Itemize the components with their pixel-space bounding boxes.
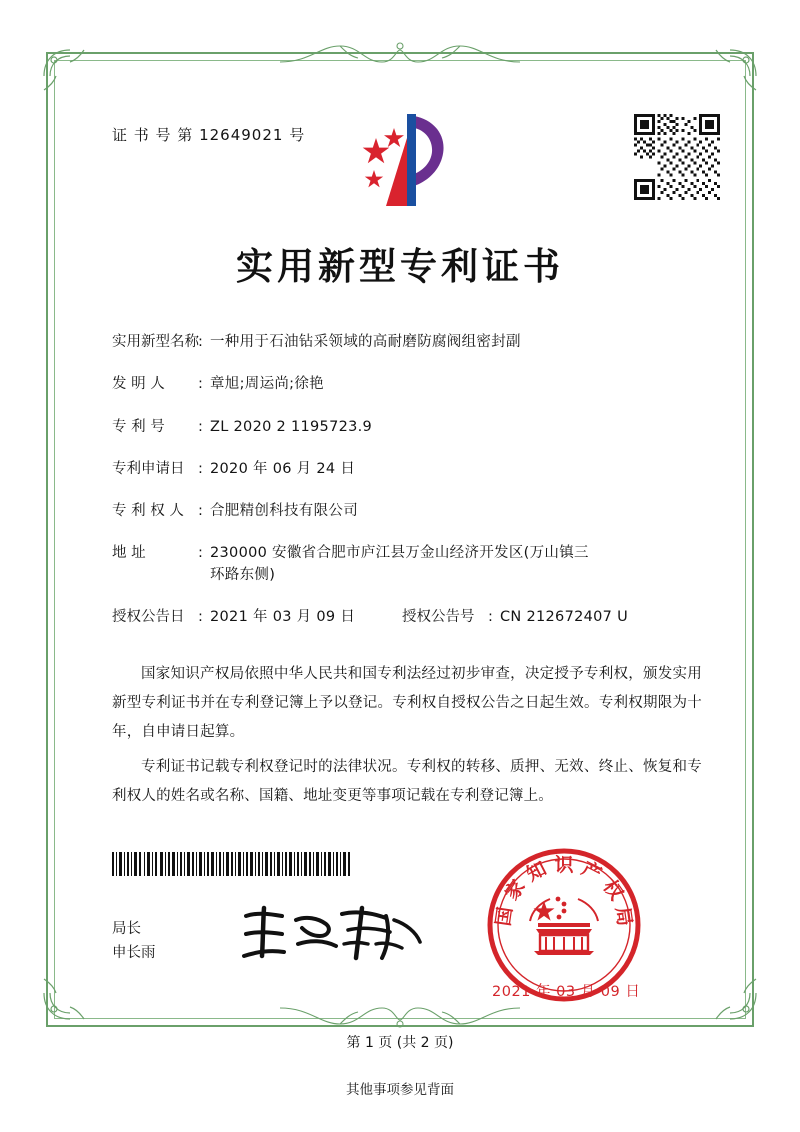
field-grant-announcement-row <box>112 607 712 629</box>
legal-paragraphs <box>112 660 702 817</box>
field-value: 2020 年 06 月 24 日 <box>210 460 356 477</box>
field-application-date <box>112 459 712 481</box>
paragraph-1: 国家知识产权局依照中华人民共和国专利法经过初步审查，决定授予专利权，颁发实用新型专利证书并在专利登记簿上予以登记。专利权自授权公告之日起生效。专利权期限为十年，自申请日起算。 <box>112 666 702 740</box>
field-patent-number <box>112 417 712 439</box>
director-name-label: 申长雨 <box>112 944 156 961</box>
field-colon: : <box>198 460 203 477</box>
field-inventors <box>112 374 712 396</box>
field-label: 授权公告号 <box>402 609 475 626</box>
page-number: 第 1 页 (共 2 页) <box>346 1035 454 1051</box>
field-colon: : <box>198 503 203 519</box>
barcode-icon <box>112 852 352 876</box>
field-address <box>112 543 712 587</box>
seal-arc-text: 国 家 知 识 产 权 局 <box>492 854 636 928</box>
field-patentee <box>112 501 712 523</box>
field-value-line-2: 环路东侧) <box>210 567 276 583</box>
svg-text:国 家 知 识 产 权 局 <box>492 853 635 927</box>
field-colon: : <box>198 376 203 393</box>
field-colon: : <box>198 609 203 626</box>
field-colon: : <box>488 609 493 626</box>
qr-code-icon <box>634 114 720 200</box>
field-value: 2021 年 03 月 09 日 <box>210 609 356 626</box>
ornament-top-center-icon <box>280 40 520 70</box>
field-grant-date <box>112 607 402 629</box>
field-value-line-1: 230000 安徽省合肥市庐江县万金山经济开发区(万山镇三 <box>210 545 589 562</box>
paragraph-2: 专利证书记载专利权登记时的法律状况。专利权的转移、质押、无效、终止、恢复和专利权人的姓名或名称、国籍、地址变更等事项记载在专利登记簿上。 <box>112 759 702 804</box>
field-colon: : <box>198 418 203 435</box>
field-value: 合肥精创科技有限公司 <box>210 503 358 519</box>
field-value: 章旭;周运尚;徐艳 <box>210 376 324 393</box>
certificate-fields <box>112 332 712 645</box>
field-label: 授权公告日 <box>112 609 185 626</box>
page-title: 实用新型专利证书 <box>236 244 564 288</box>
field-value-group <box>210 543 712 587</box>
certificate-number: 证 书 号 第 12649021 号 <box>112 126 306 144</box>
field-value: 一种用于石油钻采领域的高耐磨防腐阀组密封副 <box>210 334 521 350</box>
director-role-label: 局长 <box>112 921 141 937</box>
field-label: 专利申请日 <box>112 460 185 477</box>
handwritten-signature-icon <box>236 900 426 970</box>
field-label: 专 利 号 <box>112 418 165 435</box>
field-value: ZL 2020 2 1195723.9 <box>210 418 373 435</box>
field-label: 实用新型名称 <box>112 334 199 350</box>
footnote: 其他事项参见背面 <box>346 1082 454 1098</box>
field-label: 发 明 人 <box>112 376 165 393</box>
field-label: 专 利 权 人 <box>112 503 184 519</box>
field-utility-model-name <box>112 332 712 354</box>
director-signature-block <box>112 918 156 966</box>
field-label: 地 址 <box>112 545 146 562</box>
field-value: CN 212672407 U <box>500 609 629 626</box>
field-grant-number <box>402 607 712 629</box>
field-colon: : <box>198 334 203 350</box>
seal-date: 2021 年 03 月 09 日 <box>492 984 641 1000</box>
cnipa-logo-icon <box>352 108 452 213</box>
field-colon: : <box>198 545 203 562</box>
